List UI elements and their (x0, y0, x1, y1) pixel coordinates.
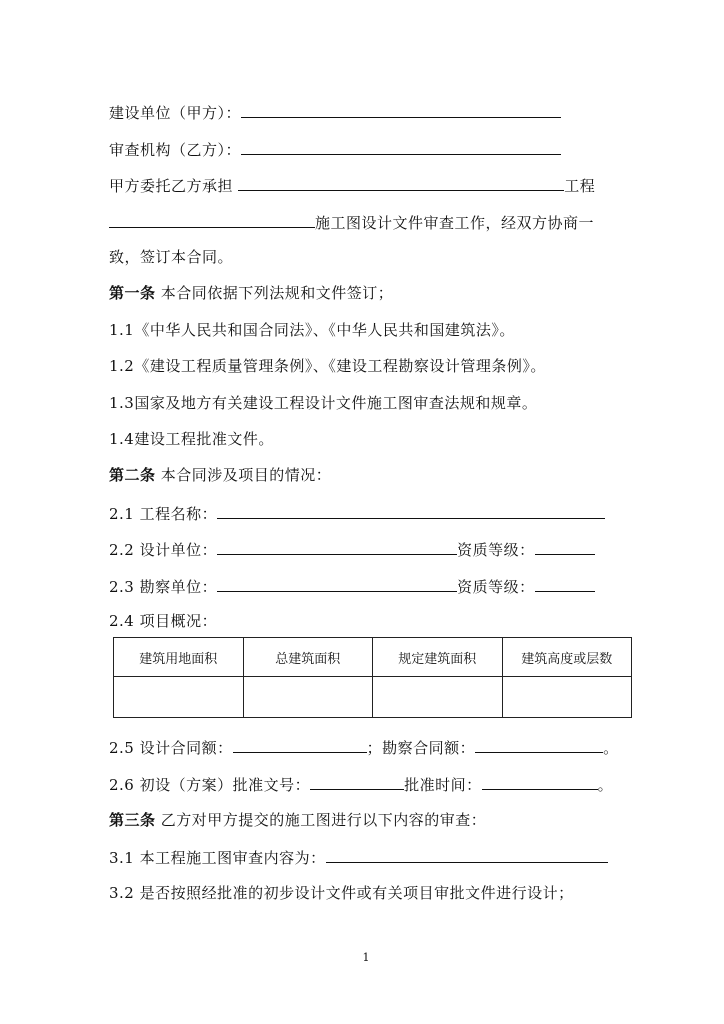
survey-amount-label: ；勘察合同额： (366, 739, 476, 757)
article1-item: 1.3国家及地方有关建设工程设计文件施工图审查法规和规章。 (109, 394, 538, 412)
approval-time-label: 批准时间： (404, 776, 482, 794)
overview-label: 2.4 项目概况： (109, 612, 218, 630)
party-a-label: 建设单位（甲方）： (109, 104, 242, 122)
commission-suffix: 工程 (564, 177, 596, 195)
contract-amount-line (109, 736, 619, 758)
table-cell[interactable] (502, 677, 632, 718)
project-overview-table (113, 637, 632, 718)
table-cell[interactable] (373, 677, 503, 718)
article1-item: 1.4建设工程批准文件。 (109, 430, 274, 448)
table-cell[interactable] (114, 677, 244, 718)
table-cell[interactable] (243, 677, 373, 718)
project-blank[interactable] (238, 174, 564, 191)
table-header-cell: 总建筑面积 (243, 638, 373, 677)
commission-task-line (109, 211, 594, 233)
table-header-row (114, 638, 632, 677)
design-unit-blank[interactable] (217, 538, 457, 555)
design-unit-line (109, 538, 595, 560)
survey-amount-blank[interactable] (475, 736, 603, 753)
article2-title (109, 465, 331, 485)
table-header-cell: 规定建筑面积 (373, 638, 503, 677)
design-unit-label: 2.2 设计单位： (109, 541, 218, 559)
party-a-blank[interactable] (241, 101, 561, 118)
party-a-line (109, 101, 561, 123)
article1-text: 本合同依据下列法规和文件签订； (160, 284, 394, 302)
contract-amount-label: 2.5 设计合同额： (109, 739, 233, 757)
article3-text: 乙方对甲方提交的施工图进行以下内容的审查： (160, 811, 487, 829)
design-qualification-blank[interactable] (535, 538, 595, 555)
page-number: 1 (362, 951, 370, 964)
project-detail-blank[interactable] (109, 211, 315, 228)
approval-time-blank[interactable] (482, 773, 598, 790)
article3-item2: 3.2 是否按照经批准的初步设计文件或有关项目审批文件进行设计； (109, 884, 574, 902)
table-header-cell: 建筑用地面积 (114, 638, 244, 677)
article2-text: 本合同涉及项目的情况： (160, 466, 332, 484)
article3-title (109, 810, 486, 830)
commission-line (109, 174, 595, 196)
qualification-label: 资质等级： (457, 541, 535, 559)
approval-doc-label: 2.6 初设（方案）批准文号： (109, 776, 311, 794)
review-content-line (109, 846, 608, 868)
project-name-line (109, 502, 605, 524)
article3-heading: 第三条 (109, 811, 156, 829)
article1-heading: 第一条 (109, 284, 156, 302)
review-content-label: 3.1 本工程施工图审查内容为： (109, 849, 326, 867)
article1-item: 1.1《中华人民共和国合同法》、《中华人民共和国建筑法》。 (109, 321, 515, 339)
party-b-label: 审查机构（乙方）： (109, 141, 242, 159)
table-row (114, 677, 632, 718)
article2-heading: 第二条 (109, 466, 156, 484)
period: 。 (597, 776, 614, 794)
commission-prefix: 甲方委托乙方承担 (109, 177, 234, 195)
survey-unit-label: 2.3 勘察单位： (109, 578, 218, 596)
article1-title (109, 283, 393, 303)
approval-doc-blank[interactable] (310, 773, 404, 790)
commission-task: 施工图设计文件审查工作，经双方协商一 (315, 214, 595, 232)
qualification-label: 资质等级： (457, 578, 535, 596)
party-b-blank[interactable] (241, 138, 561, 155)
design-amount-blank[interactable] (233, 736, 367, 753)
table-header-cell: 建筑高度或层数 (502, 638, 632, 677)
project-name-label: 2.1 工程名称： (109, 505, 218, 523)
commission-end: 致，签订本合同。 (109, 248, 234, 266)
approval-line (109, 773, 613, 795)
article1-item: 1.2《建设工程质量管理条例》、《建设工程勘察设计管理条例》。 (109, 357, 546, 375)
party-b-line (109, 138, 561, 160)
review-content-blank[interactable] (326, 846, 608, 863)
survey-unit-blank[interactable] (217, 575, 457, 592)
period: 。 (603, 739, 619, 757)
survey-qualification-blank[interactable] (535, 575, 595, 592)
project-name-blank[interactable] (217, 502, 605, 519)
survey-unit-line (109, 575, 595, 597)
